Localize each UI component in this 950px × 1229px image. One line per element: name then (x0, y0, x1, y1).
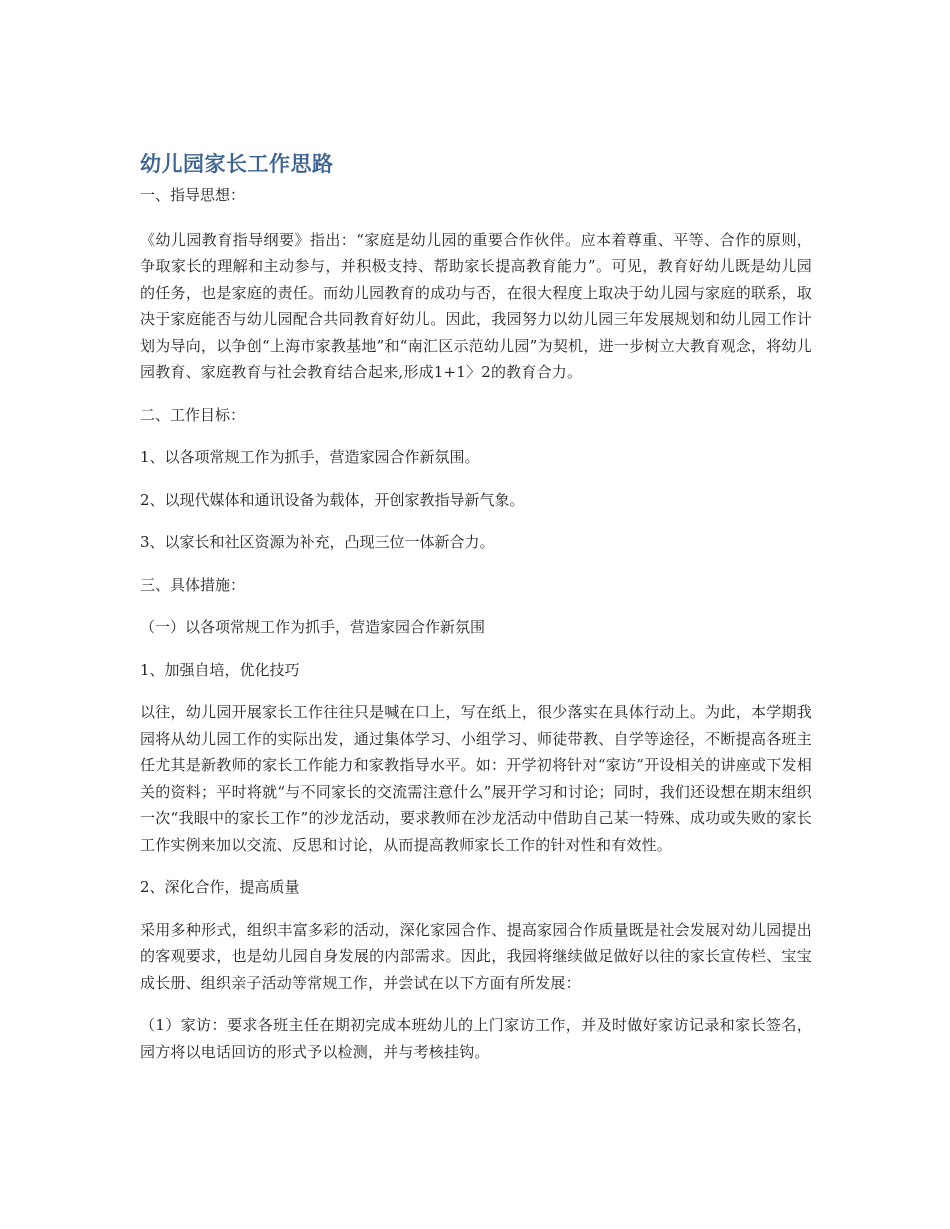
section-heading-measures: 三、具体措施： (140, 575, 246, 594)
goal-item-3: 3、以家长和社区资源为补充，凸现三位一体新合力。 (140, 533, 495, 551)
goal-item-2: 2、以现代媒体和通讯设备为载体，开创家教指导新气象。 (140, 490, 525, 509)
measure-item-self-training: 1、加强自培，优化技巧 (140, 660, 300, 679)
measure-item-deepen-cooperation: 2、深化合作，提高质量 (140, 878, 300, 896)
document-body (140, 148, 812, 1081)
paragraph-self-training: 以往，幼儿园开展家长工作往往只是喊在口上，写在纸上，很少落实在具体行动上。为此，本学期我园将从幼儿园工作的实际出发，通过集体学习、小组学习、师徒带教、自学等途径，不断提高各班主任尤其是新教师的家长工作能力和家教指导水平。如：开学初将针对“家访”开设相关的讲座或下发相关的资料；平时将就“与不同家长的交流需注意什么”展开学习和讨论；同时，我们还设想在期末组织一次“我眼中的家长工作”的沙龙活动，要求教师在沙龙活动中借助自己某一特殊、成功或失败的家长工作实例来加以交流、反思和讨论，从而提高教师家长工作的针对性和有效性。 (140, 703, 812, 854)
document-title: 幼儿园家长工作思路 (140, 152, 334, 176)
goal-item-1: 1、以各项常规工作为抓手，营造家园合作新氛围。 (140, 448, 480, 466)
measure-subheading-1: （一）以各项常规工作为抓手，营造家园合作新氛围 (140, 618, 486, 636)
paragraph-guiding-ideology: 《幼儿园教育指导纲要》指出：“家庭是幼儿园的重要合作伙伴。应本着尊重、平等、合作的原则，争取家长的理解和主动参与，并积极支持、帮助家长提高教育能力”。可见，教育好幼儿既是幼儿园的任务，也是家庭的责任。而幼儿园教育的成功与否，在很大程度上取决于幼儿园与家庭的联系，取决于家庭能否与幼儿园配合共同教育好幼儿。因此，我园努力以幼儿园三年发展规划和幼儿园工作计划为导向，以争创“上海市家教基地”和“南汇区示范幼儿园”为契机，进一步树立大教育观念，将幼儿园教育、家庭教育与社会教育结合起来,形成1+1〉2的教育合力。 (140, 230, 812, 381)
paragraph-deepen-cooperation: 采用多种形式，组织丰富多彩的活动，深化家园合作、提高家园合作质量既是社会发展对幼儿园提出的客观要求，也是幼儿园自身发展的内部需求。因此，我园将继续做足做好以往的家长宣传栏、宝宝成长册、组织亲子活动等常规工作，并尝试在以下方面有所发展： (140, 920, 812, 992)
section-heading-work-goals: 二、工作目标： (140, 405, 246, 424)
section-heading-guiding-ideology: 一、指导思想： (140, 186, 246, 204)
paragraph-home-visit: （1）家访：要求各班主任在期初完成本班幼儿的上门家访工作，并及时做好家访记录和家长签名，园方将以电话回访的形式予以检测，并与考核挂钩。 (140, 1016, 812, 1061)
